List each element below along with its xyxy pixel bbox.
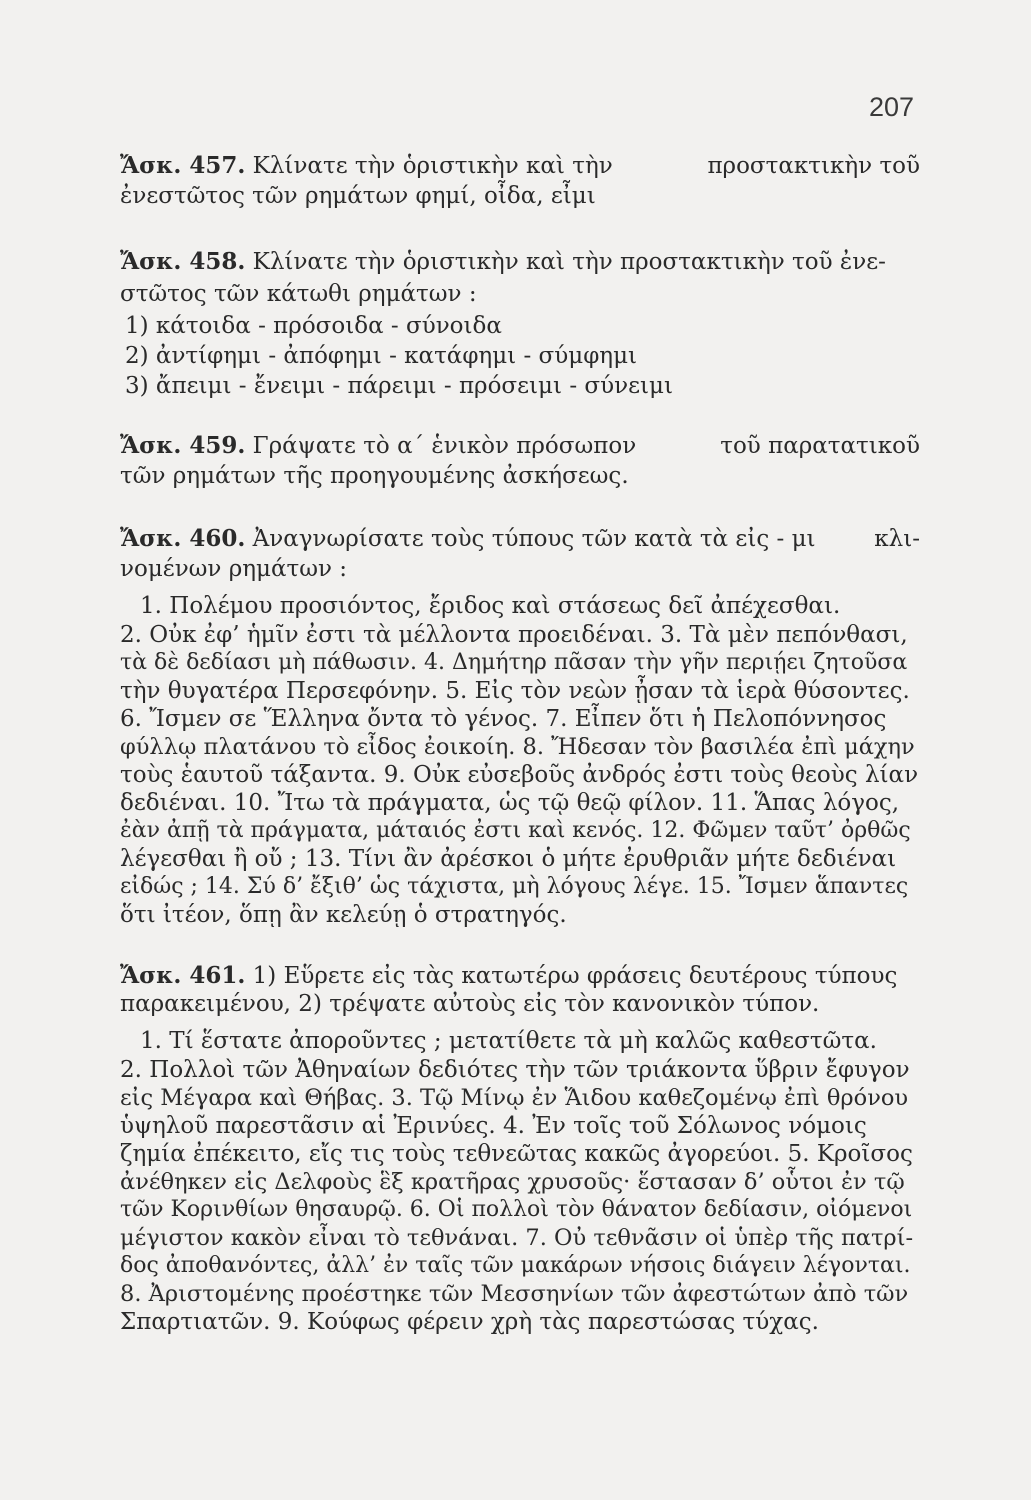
ex460-text-1a: Ἀναγνωρίσατε τοὺς τύπους τῶν κατὰ τὰ εἰς - μι (252, 526, 816, 552)
ex461-para-line-9: δος ἀποθανόντες, ἀλλ’ ἐν ταῖς τῶν μακάρων νήσοις διάγειν λέγονται. (120, 1253, 911, 1278)
ex458-line-2: στῶτος τῶν κάτωθι ρημάτων : (120, 281, 477, 307)
ex458-text-1a: Κλίνατε τὴν ὁριστικὴν καὶ τὴν προστακτικὴν τοῦ ἐνε- (252, 249, 886, 275)
ex460-para-line-10: λέγεσθαι ἢ οὔ ; 13. Τίνι ἂν ἀρέσκοι ὁ μήτε ἐρυθριᾶν μήτε δεδιέναι (120, 846, 897, 872)
ex458-line-1 (120, 248, 920, 276)
ex461-text-1a: 1) Εὕρετε εἰς τὰς κατωτέρω φράσεις δευτέρους τύπους (252, 963, 898, 989)
ex461-para-line-11: Σπαρτιατῶν. 9. Κούφως φέρειν χρὴ τὰς παρεστώσας τύχας. (120, 1309, 819, 1335)
ex460-para-line-2: 2. Οὐκ ἐφ’ ἡμῖν ἐστι τὰ μέλλοντα προειδέναι. 3. Τὰ μὲν πεπόνθασι, (120, 622, 908, 648)
ex459-line-1 (120, 432, 920, 460)
ex457-text-1a: Κλίνατε τὴν ὁριστικὴν καὶ τὴν (252, 153, 613, 179)
ex461-line-1 (120, 962, 920, 990)
ex459-text-1b: τοῦ παρατατικοῦ (720, 433, 920, 459)
ex461-label: Ἄσκ. 461. (120, 962, 246, 989)
ex459-label: Ἄσκ. 459. (120, 432, 246, 459)
ex460-para-line-12: ὅτι ἰτέον, ὅπῃ ἂν κελεύῃ ὁ στρατηγός. (120, 902, 567, 928)
ex457-line-2: ἐνεστῶτος τῶν ρημάτων φημί, οἶδα, εἶμι (120, 183, 596, 209)
ex461-para-line-2: 2. Πολλοὶ τῶν Ἀθηναίων δεδιότες τὴν τῶν τριάκοντα ὕβριν ἔφυγον (120, 1057, 910, 1083)
ex460-para-line-8: δεδιέναι. 10. Ἴτω τὰ πράγματα, ὡς τῷ θεῷ φίλον. 11. Ἅπας λόγος, (120, 790, 900, 816)
ex459-line-2: τῶν ρημάτων τῆς προηγουμένης ἀσκήσεως. (120, 463, 629, 489)
ex460-para-line-9: ἐὰν ἀπῇ τὰ πράγματα, μάταιός ἐστι καὶ κενός. 12. Φῶμεν ταῦτ’ ὀρθῶς (120, 818, 911, 843)
ex460-line-2: νομένων ρημάτων : (120, 556, 348, 582)
ex461-para-line-8: μέγιστον κακὸν εἶναι τὸ τεθνάναι. 7. Οὐ τεθνᾶσιν οἱ ὑπὲρ τῆς πατρί- (120, 1225, 914, 1251)
ex459-text-1a: Γράψατε τὸ α΄ ἑνικὸν πρόσωπον (252, 433, 637, 459)
ex460-label: Ἄσκ. 460. (120, 525, 246, 552)
ex460-para-line-11: εἰδώς ; 14. Σύ δ’ ἔξιθ’ ὡς τάχιστα, μὴ λόγους λέγε. 15. Ἴσμεν ἅπαντες (120, 874, 909, 899)
ex461-para-line-5: ζημία ἐπέκειτο, εἴς τις τοὺς τεθνεῶτας κακῶς ἀγορεύοι. 5. Κροῖσος (120, 1141, 913, 1167)
ex460-line-1 (120, 525, 920, 553)
ex461-para-line-3: εἰς Μέγαρα καὶ Θήβας. 3. Τῷ Μίνῳ ἐν Ἅιδου καθεζομένῳ ἐπὶ θρόνου (120, 1085, 909, 1111)
ex460-para-line-6: φύλλῳ πλατάνου τὸ εἶδος ἐοικοίη. 8. Ἤδεσαν τὸν βασιλέα ἐπὶ μάχην (120, 734, 915, 760)
ex457-line-1 (120, 152, 920, 180)
ex461-para-line-6: ἀνέθηκεν εἰς Δελφοὺς ἓξ κρατῆρας χρυσοῦς· ἕστασαν δ’ οὗτοι ἐν τῷ (120, 1169, 905, 1195)
ex460-para-line-7: τοὺς ἑαυτοῦ τάξαντα. 9. Οὐκ εὐσεβοῦς ἀνδρός ἐστι τοὺς θεοὺς λίαν (120, 762, 919, 788)
ex461-para-line-4: ὑψηλοῦ παρεστᾶσιν αἱ Ἐρινύες. 4. Ἐν τοῖς τοῦ Σόλωνος νόμοις (120, 1113, 867, 1139)
ex460-text-1b: κλι- (874, 526, 920, 552)
ex458-item-3: 3) ἄπειμι - ἔνειμι - πάρειμι - πρόσειμι - σύνειμι (125, 373, 673, 399)
ex458-item-1: 1) κάτοιδα - πρόσοιδα - σύνοιδα (125, 313, 502, 339)
ex458-item-2: 2) ἀντίφημι - ἀπόφημι - κατάφημι - σύμφημι (125, 343, 638, 369)
ex461-para-line-10: 8. Ἀριστομένης προέστηκε τῶν Μεσσηνίων τῶν ἀφεστώτων ἀπὸ τῶν (120, 1281, 909, 1307)
ex457-text-1b: προστακτικὴν τοῦ (707, 153, 920, 179)
ex460-para-line-1: 1. Πολέμου προσιόντος, ἔριδος καὶ στάσεως δεῖ ἀπέχεσθαι. (140, 593, 841, 619)
ex460-para-line-4: τὴν θυγατέρα Περσεφόνην. 5. Εἰς τὸν νεὼν ᾖσαν τὰ ἱερὰ θύσοντες. (120, 678, 910, 704)
ex460-para-line-3: τὰ δὲ δεδίασι μὴ πάθωσιν. 4. Δημήτηρ πᾶσαν τὴν γῆν περιῄει ζητοῦσα (120, 650, 908, 675)
ex457-label: Ἄσκ. 457. (120, 152, 246, 179)
ex458-label: Ἄσκ. 458. (120, 248, 246, 275)
ex461-para-line-1: 1. Τί ἕστατε ἀποροῦντες ; μετατίθετε τὰ μὴ καλῶς καθεστῶτα. (140, 1028, 877, 1054)
ex461-line-2: παρακειμένου, 2) τρέψατε αὐτοὺς εἰς τὸν κανονικὸν τύπον. (120, 991, 820, 1017)
ex461-para-line-7: τῶν Κορινθίων θησαυρῷ. 6. Οἱ πολλοὶ τὸν θάνατον δεδίασιν, οἰόμενοι (120, 1197, 913, 1222)
ex460-para-line-5: 6. Ἴσμεν σε Ἕλληνα ὄντα τὸ γένος. 7. Εἶπεν ὅτι ἡ Πελοπόννησος (120, 706, 887, 732)
page-number: 207 (869, 92, 915, 122)
